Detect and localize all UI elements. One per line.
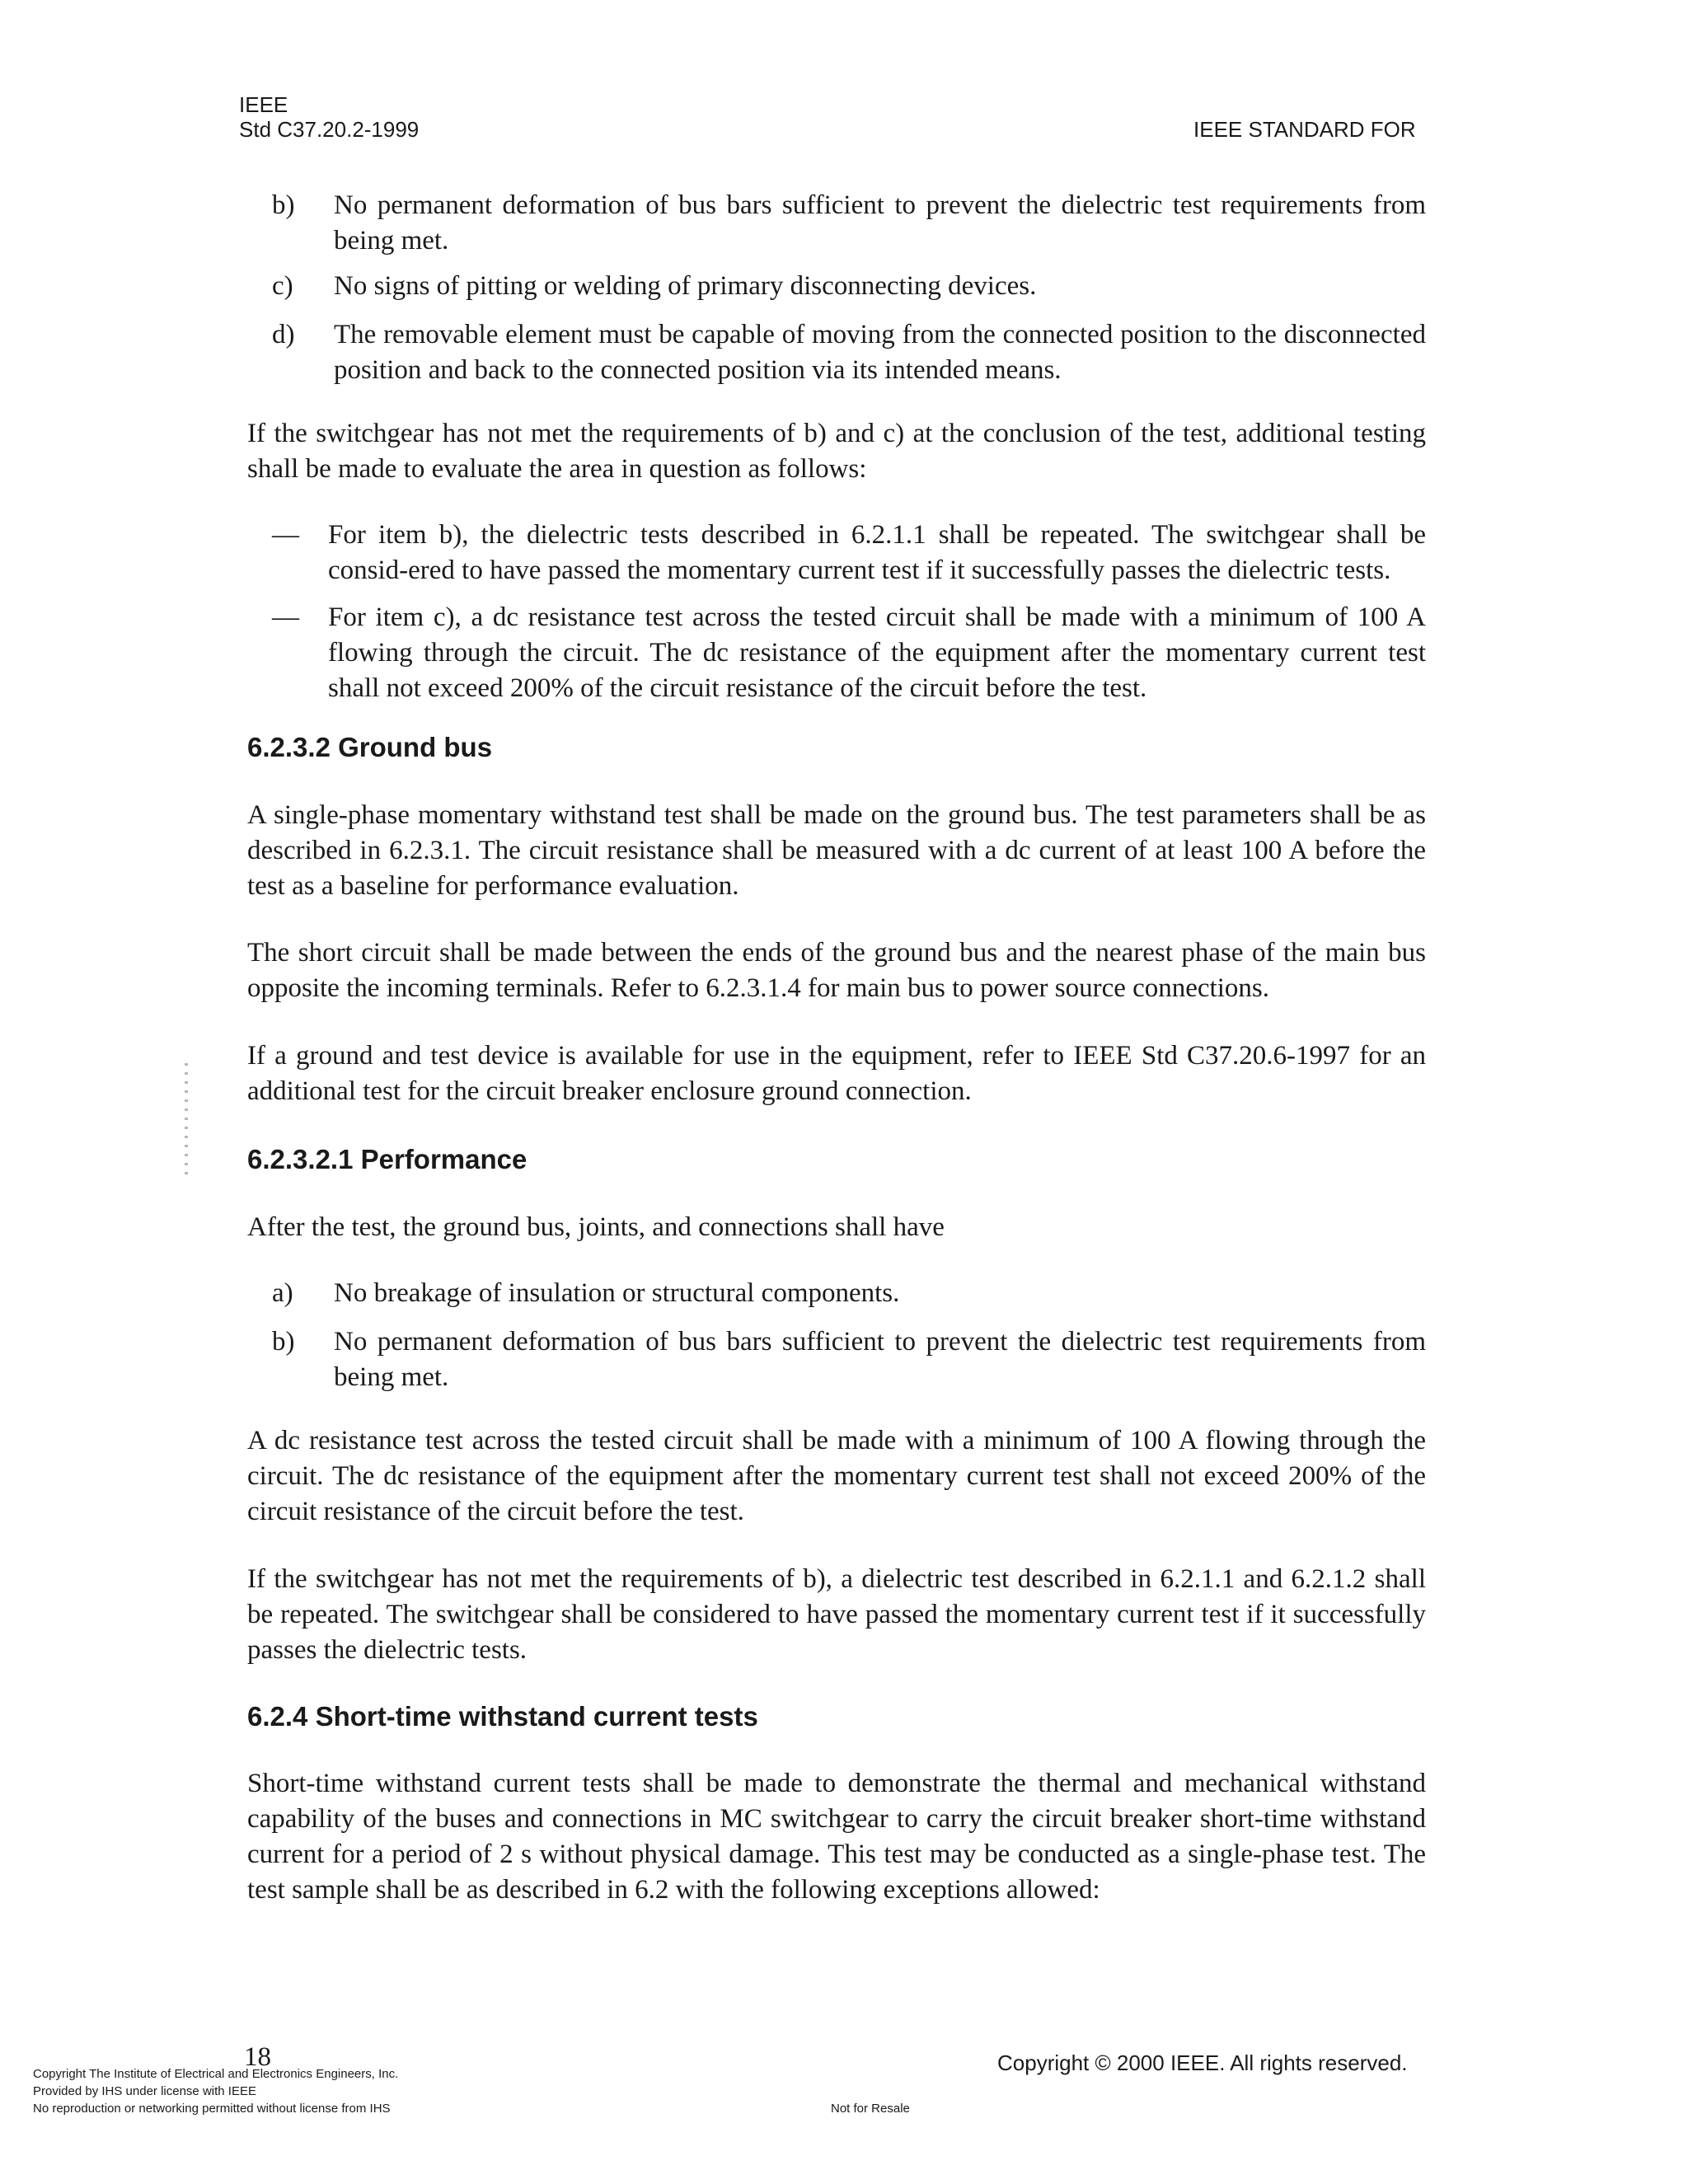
list-item-b (272, 188, 1426, 259)
list-item-text: The removable element must be capable of moving from the connected position to the disconnected position and back to the connected position via its intended means. (334, 320, 1426, 385)
dash-item-text: For item b), the dielectric tests described in 6.2.1.1 shall be repeated. The switchgear shall be consid-ered to have passed the momentary current test if it successfully passes the dielectric tests. (328, 520, 1426, 585)
paragraph-short-time-intro: Short-time withstand current tests shall be made to demonstrate the thermal and mechanical withstand capability of the buses and connections in MC switchgear to carry the circuit breaker short-time withstand current for a period of 2 s without physical damage. This test may be conducted as a single-phase test. The test sample shall be as described in 6.2 with the following exceptions allowed: (247, 1769, 1426, 1905)
paragraph-dielectric-repeat: If the switchgear has not met the requirements of b), a dielectric test described in 6.2.1.1 and 6.2.1.2 shall be repeated. The switchgear shall be considered to have passed the momentary current test if it successfully passes the dielectric tests. (247, 1564, 1426, 1665)
list-item-text: No permanent deformation of bus bars sufficient to prevent the dielectric test requirements from being met. (334, 190, 1426, 255)
paragraph-ground-test-device: If a ground and test device is available for use in the equipment, refer to IEEE Std C37.20.6-1997 for an additional test for the circuit breaker enclosure ground connection. (247, 1041, 1426, 1106)
page-number: 18 (244, 2042, 271, 2072)
section-heading-performance: 6.2.3.2.1 Performance (247, 1144, 528, 1174)
license-notice-line2: Provided by IHS under license with IEEE (33, 2084, 256, 2098)
list-item-text: No permanent deformation of bus bars sufficient to prevent the dielectric test requirements from being met. (334, 1327, 1426, 1392)
list-marker: c) (272, 271, 293, 301)
paragraph-evaluation-intro: If the switchgear has not met the requirements of b) and c) at the conclusion of the test, additional testing shall be made to evaluate the area in question as follows: (247, 419, 1426, 484)
paragraph-dc-resistance: A dc resistance test across the tested circuit shall be made with a minimum of 100 A flowing through the circuit. The dc resistance of the equipment after the momentary current test shall not exceed 200% of the circuit resistance of the circuit before the test. (247, 1426, 1426, 1526)
header-std-number: Std C37.20.2-1999 (239, 117, 420, 142)
section-heading-short-time: 6.2.4 Short-time withstand current tests (247, 1701, 758, 1732)
paragraph-short-circuit: The short circuit shall be made between the ends of the ground bus and the nearest phase of the main bus opposite the incoming terminals. Refer to 6.2.3.1.4 for main bus to power source connections. (247, 938, 1426, 1003)
paragraph-ground-bus-test: A single-phase momentary withstand test shall be made on the ground bus. The test parameters shall be as described in 6.2.3.1. The circuit resistance shall be measured with a dc current of at least 100 A before the test as a baseline for performance evaluation. (247, 800, 1426, 901)
header-title: IEEE STANDARD FOR (1193, 117, 1416, 142)
dash-marker: — (272, 520, 299, 550)
license-notice-line1: Copyright The Institute of Electrical and Electronics Engineers, Inc. (33, 2067, 399, 2081)
dash-item-b (272, 518, 1426, 588)
list-marker: b) (272, 1327, 295, 1357)
license-notice-line3: No reproduction or networking permitted without license from IHS (33, 2102, 391, 2116)
not-for-resale-notice: Not for Resale (831, 2102, 910, 2116)
dash-item-text: For item c), a dc resistance test across the tested circuit shall be made with a minimum of 100 A flowing through the circuit. The dc resistance of the equipment after the momentary current test shall not exceed 200% of the circuit resistance of the circuit before the test. (328, 602, 1426, 703)
list-item-a (272, 1276, 1426, 1311)
margin-change-mark (185, 1063, 188, 1179)
list-item-b-performance (272, 1324, 1426, 1395)
list-item-text: No signs of pitting or welding of primary disconnecting devices. (334, 271, 1037, 301)
list-item-c (272, 269, 1426, 304)
footer-copyright: Copyright © 2000 IEEE. All rights reserved. (997, 2050, 1408, 2075)
dash-item-c (272, 600, 1426, 706)
list-item-text: No breakage of insulation or structural components. (334, 1278, 900, 1308)
section-heading-ground-bus: 6.2.3.2 Ground bus (247, 732, 493, 762)
header-org: IEEE (239, 92, 288, 117)
list-marker: d) (272, 320, 295, 349)
list-item-d (272, 317, 1426, 388)
list-marker: a) (272, 1278, 293, 1308)
dash-marker: — (272, 602, 299, 632)
list-marker: b) (272, 190, 295, 220)
paragraph-after-test: After the test, the ground bus, joints, and connections shall have (247, 1212, 945, 1242)
